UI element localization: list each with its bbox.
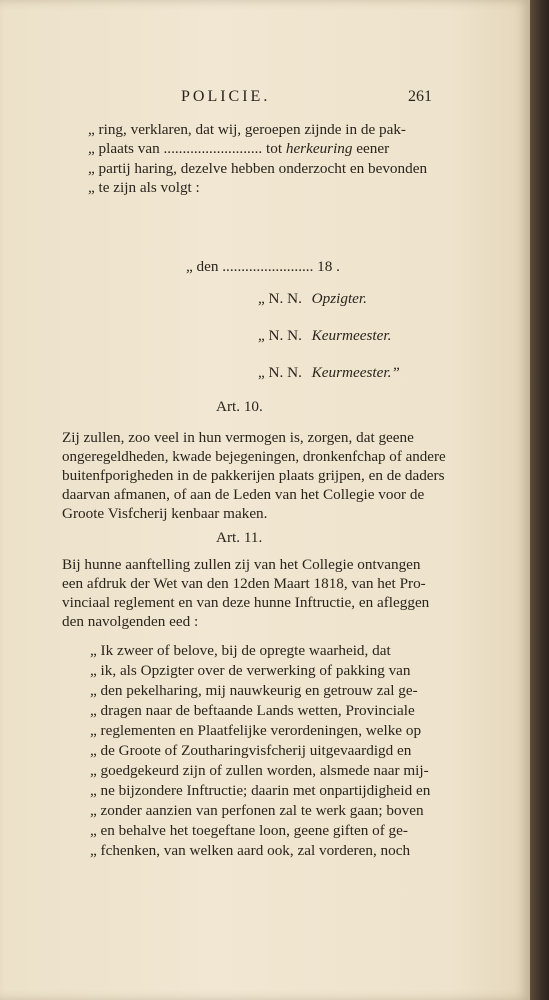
article-11-line: vinciaal reglement en van deze hunne Inftructie, en afleggen [62, 594, 430, 611]
signature-mark: „ N. N. [258, 290, 302, 307]
oath-intro-line-1: „ ring, verklaren, dat wij, geroepen zijnde in de pak- [88, 121, 406, 138]
article-11-line: een afdruk der Wet van den 12den Maart 1818, van het Pro- [62, 575, 426, 592]
signature-role: Opzigter. [311, 290, 367, 307]
oath-line: „ goedgekeurd zijn of zullen worden, alsmede naar mij- [90, 762, 429, 779]
article-10-line: Zij zullen, zoo veel in hun vermogen is, zorgen, dat geene [62, 429, 414, 446]
oath-line: „ de Groote of Zoutharingvisfcherij uitgevaardigd en [90, 742, 412, 759]
oath-line: „ reglementen en Plaatfelijke verordeningen, welke op [90, 722, 422, 739]
oath-line: „ ik, als Opzigter over de verwerking of pakking van [90, 662, 411, 679]
oath-line: „ den pekelharing, mij nauwkeurig en getrouw zal ge- [90, 682, 418, 699]
signature-mark: „ N. N. [258, 364, 302, 381]
article-10-line: Groote Visfcherij kenbaar maken. [62, 505, 268, 522]
signature-line-3 [258, 364, 400, 382]
article-11-heading: Art. 11. [216, 529, 263, 546]
oath-line: „ ne bijzondere Inftructie; daarin met onpartijdigheid en [90, 782, 431, 799]
article-10-line: ongeregeldheden, kwade bejegeningen, dronkenfchap of andere [62, 448, 446, 465]
signature-line-2 [258, 327, 391, 345]
signature-role: Keurmeester. [311, 327, 392, 344]
herkeuring-word: herkeuring [285, 140, 353, 157]
page-number: 261 [408, 88, 432, 105]
article-10-line: daarvan afmanen, of aan de Leden van het Collegie voor de [62, 486, 425, 503]
signature-role: Keurmeester.” [311, 364, 400, 381]
oath-line: „ en behalve het toegeftane loon, geene giften of ge- [90, 822, 408, 839]
oath-intro-line-2 [88, 140, 389, 158]
oath-intro-line-2-text: „ plaats van .......................... tot [88, 140, 283, 157]
article-11-line: den navolgenden eed : [62, 613, 199, 630]
article-10-line: buitenfporigheden in de pakkerijen plaats grijpen, en de daders [62, 467, 445, 484]
oath-line: „ zonder aanzien van perfonen zal te werk gaan; boven [90, 802, 424, 819]
oath-line: „ Ik zweer of belove, bij de opregte waarheid, dat [90, 642, 391, 659]
book-edge [530, 0, 549, 1000]
date-line: „ den ........................ 18 . [186, 258, 340, 275]
oath-intro-line-3: „ partij haring, dezelve hebben onderzocht en bevonden [88, 160, 428, 177]
article-11-line: Bij hunne aanftelling zullen zij van het Collegie ontvangen [62, 556, 421, 573]
signature-mark: „ N. N. [258, 327, 302, 344]
running-head: POLICIE. [181, 88, 271, 105]
oath-line: „ dragen naar de beftaande Lands wetten, Provinciale [90, 702, 415, 719]
oath-intro-line-4: „ te zijn als volgt : [88, 179, 200, 196]
article-10-heading: Art. 10. [216, 398, 263, 415]
signature-line-1 [258, 290, 367, 308]
eener-word: eener [356, 140, 390, 157]
oath-line: „ fchenken, van welken aard ook, zal vorderen, noch [90, 842, 411, 859]
